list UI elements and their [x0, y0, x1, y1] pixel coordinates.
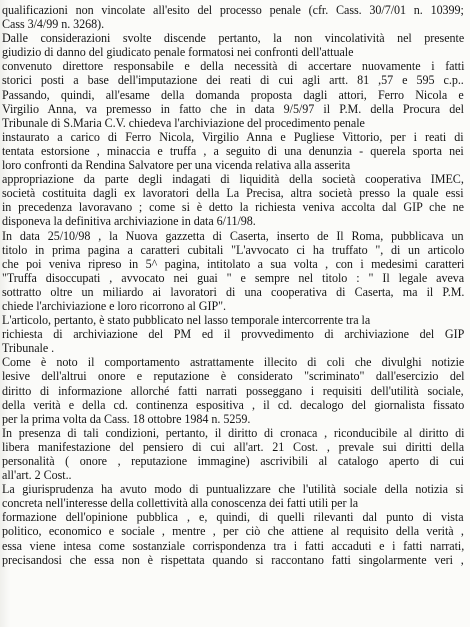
- text-line: Tribunale di S.Maria C.V. chiedeva l'archiviazione del procedimento penale: [2, 115, 365, 130]
- text-line: richiesta di archiviazione del PM ed il provvedimento di archiviazione del GIP: [2, 327, 465, 342]
- text-line: "Truffa disoccupati , avvocato nei guai " e sempre nel titolo : " Il legale aveva: [2, 270, 465, 285]
- text-line: Cass 3/4/99 n. 3268).: [2, 17, 105, 32]
- text-line: concreta nell'interesse della collettività alla conoscenza dei fatti utili per la: [2, 496, 359, 511]
- text-line: appropriazione da parte degli indagati di liquidità della società cooperativa IMEC,: [2, 172, 464, 187]
- text-line: La giurisprudenza ha avuto modo di puntualizzare che l'utilità sociale della notizia si: [2, 482, 464, 497]
- text-line: diritto di informazione allorché fatti narrati posseggano i requisiti dell'utilità sociale,: [2, 383, 464, 398]
- text-line: per la prima volta da Cass. 18 ottobre 1984 n. 5259.: [2, 411, 251, 426]
- document-body: [2, 3, 466, 567]
- text-line: Passando, quindi, all'esame della domanda proposta dagli attori, Ferro Nicola e: [2, 87, 464, 102]
- paragraph: [2, 88, 466, 229]
- text-line: formazione dell'opinione pubblica , e, quindi, di quelli rilevanti dal punto di vista: [2, 510, 464, 525]
- text-line: essa viene intesa come sostanziale corrispondenza tra i fatti accaduti e i fatti narrati,: [2, 538, 465, 553]
- text-line: loro confronti da Rendina Salvatore per una vicenda relativa alla asserita: [2, 158, 351, 173]
- paragraph: [2, 426, 466, 482]
- text-line: giudizio di danno del giudicato penale formatosi nei confronti dell'attuale: [2, 45, 354, 60]
- text-line: politico, economico e sociale , mentre , per ciò che attiene al requisito della verità ,: [2, 524, 464, 539]
- text-line: lesive dell'altrui onore e reputazione è considerato "scriminato" dall'esercizio del: [2, 369, 465, 384]
- text-line: Come è noto il comportamento astrattamente illecito di coli che divulghi notizie: [2, 355, 465, 370]
- text-line: Virgilio Anna, va premesso in fatto che in data 9/5/97 il P.M. della Procura del: [2, 101, 464, 116]
- text-line: precisandosi che essa non è rispettata quando si raccontano fatti singolarmente veri ,: [2, 552, 464, 567]
- text-line: società costituita dagli ex lavoratori della La Precisa, altra società presso la quale essi: [2, 186, 464, 201]
- text-line: della verità e della cd. continenza espositiva , il cd. decalogo del giornalista fissato: [2, 397, 465, 412]
- text-line: instaurato a carico di Ferro Nicola, Virgilio Anna e Pugliese Vittorio, per i reati di: [2, 129, 464, 144]
- text-line: in precedenza lavoravano ; come si è detto la richiesta veniva accolta dal GIP che ne: [2, 200, 464, 215]
- text-line: Tribunale .: [2, 341, 55, 356]
- text-line: libera manifestazione del pensiero di cui all'art. 21 Cost. , prevale sui diritti della: [2, 439, 465, 454]
- text-line: che poi veniva ripreso in 5^ pagina, intitolato a sua volta , con i medesimi caratteri: [2, 256, 465, 271]
- paragraph: [2, 3, 466, 31]
- paragraph: [2, 355, 466, 425]
- text-line: convenuto direttore responsabile e della necessità di accertare nuovamente i fatti: [2, 59, 465, 74]
- text-line: qualificazioni non vincolate all'esito del processo penale (cfr. Cass. 30/7/01 n. 10399;: [2, 3, 464, 17]
- text-line: chiede l'archiviazione e loro ricorrono al GIP".: [2, 298, 226, 313]
- text-line: In data 25/10/98 , la Nuova gazzetta di Caserta, inserto de Il Roma, pubblicava un: [2, 228, 464, 243]
- text-line: all'art. 2 Cost..: [2, 468, 72, 483]
- text-line: Dalle considerazioni svolte discende pertanto, la non vincolatività nel presente: [2, 31, 465, 46]
- text-line: disponeva la definitiva archiviazione in data 6/11/98.: [2, 214, 256, 229]
- text-line: L'articolo, pertanto, è stato pubblicato nel lasso temporale intercorrente tra la: [2, 313, 371, 328]
- paragraph: [2, 482, 466, 567]
- paragraph: [2, 313, 466, 355]
- text-line: In presenza di tali condizioni, pertanto, il diritto di cronaca , riconducibile al diritto di: [2, 425, 465, 440]
- text-line: tentata estorsione , minaccia e truffa , a seguito di una denunzia - querela sporta nei: [2, 143, 464, 158]
- paragraph: [2, 31, 466, 87]
- text-line: sottratto oltre un miliardo ai lavoratori di una cooperativa di Caserta, ma il P.M.: [2, 284, 465, 299]
- text-line: storici posti a base dell'imputazione dei reati di cui agli artt. 81 ,57 e 595 c.p..: [2, 73, 464, 88]
- paragraph: [2, 229, 466, 314]
- text-line: personalità ( onore , reputazione immagine) ascrivibili al catalogo aperto di cui: [2, 454, 465, 468]
- text-line: titolo in prima pagina a caratteri cubitali "L'avvocato ci ha truffato ", di un articolo: [2, 242, 465, 257]
